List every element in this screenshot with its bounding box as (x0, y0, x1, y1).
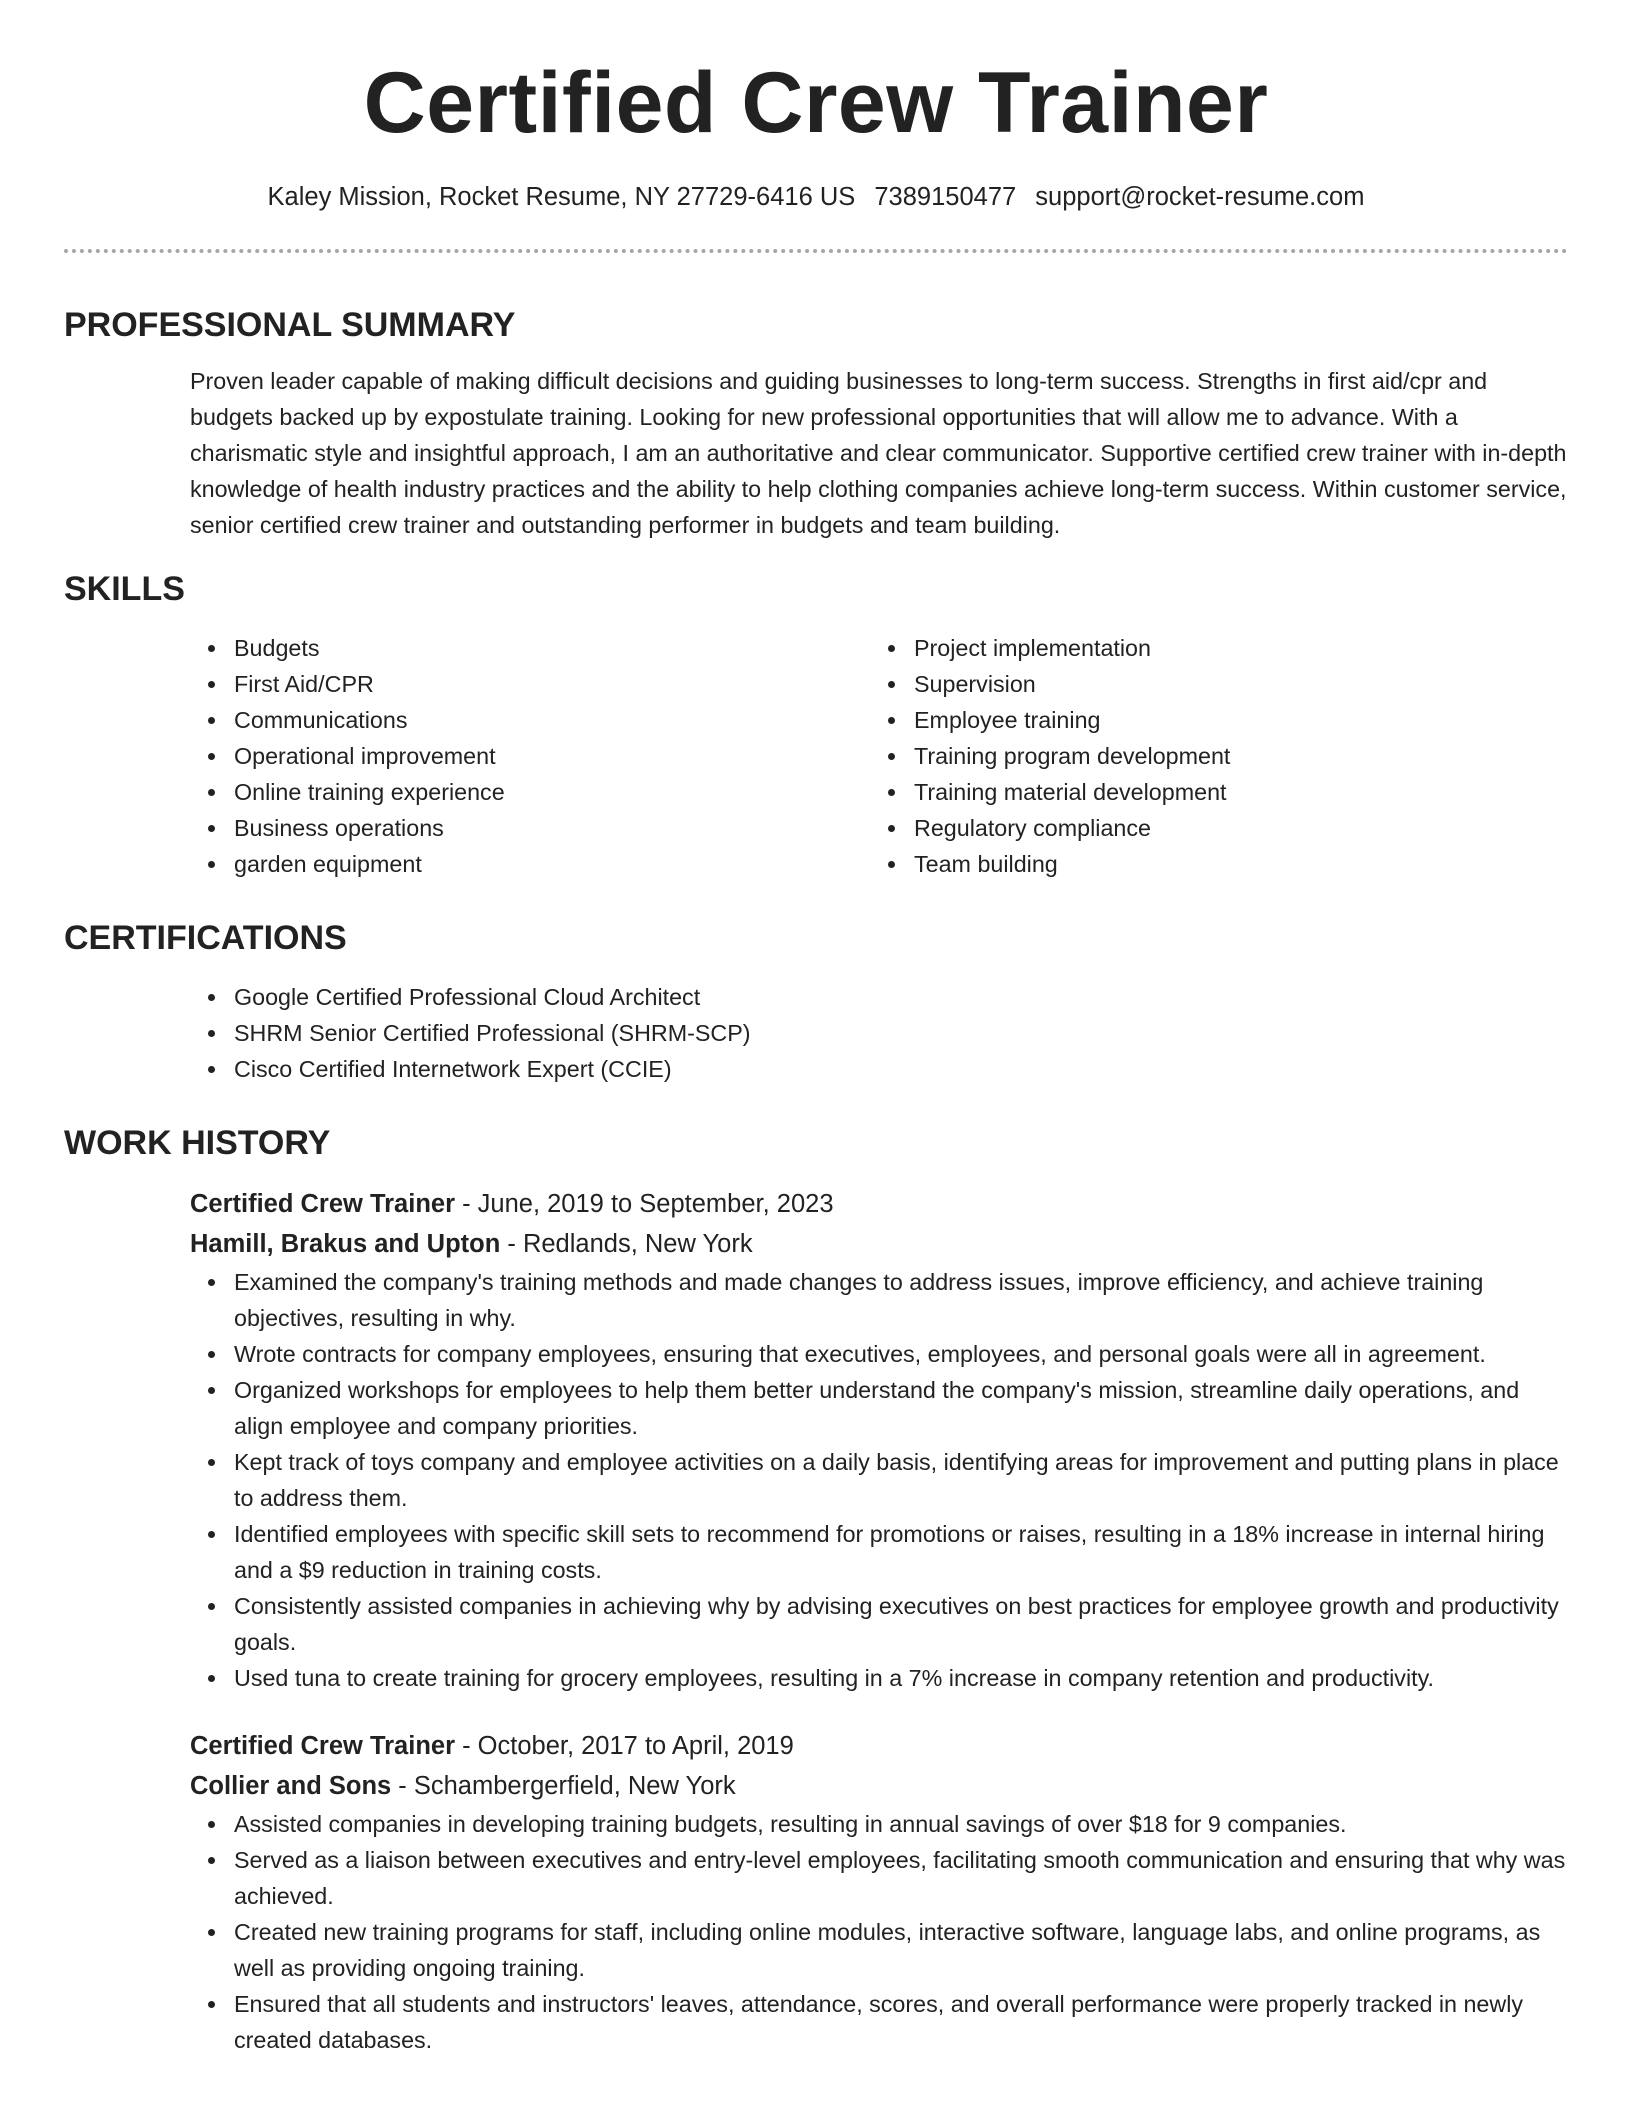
certifications-list (190, 979, 1568, 1087)
certification-item: Cisco Certified Internetwork Expert (CCIE) (234, 1051, 1568, 1087)
job-bullet: Wrote contracts for company employees, ensuring that executives, employees, and personal goals were all in agreement. (234, 1336, 1568, 1372)
job-location: - Schambergerfield, New York (391, 1771, 736, 1800)
job-role: Certified Crew Trainer (190, 1731, 455, 1760)
skill-item: Supervision (914, 666, 1550, 702)
skills-column-right (870, 630, 1550, 882)
job-location: - Redlands, New York (500, 1229, 753, 1258)
job-dates: - June, 2019 to September, 2023 (455, 1189, 834, 1218)
header-divider (64, 249, 1568, 253)
skill-item: Training material development (914, 774, 1550, 810)
job-bullet: Organized workshops for employees to help them better understand the company's mission, streamline daily operations, and align employee and company priorities. (234, 1372, 1568, 1444)
job-company-line (190, 1224, 1568, 1264)
job-bullets (190, 1806, 1568, 2058)
skill-item: Project implementation (914, 630, 1550, 666)
job-title-line (190, 1184, 1568, 1224)
job-title-line (190, 1726, 1568, 1766)
resume-name: Certified Crew Trainer (363, 55, 1269, 151)
job-dates: - October, 2017 to April, 2019 (455, 1731, 794, 1760)
contact-email[interactable]: support@rocket-resume.com (1035, 183, 1365, 211)
job-company: Collier and Sons (190, 1771, 392, 1800)
work-history-heading: WORK HISTORY (64, 1123, 331, 1162)
job-bullet: Created new training programs for staff, including online modules, interactive software, language labs, and online programs, as well as providing ongoing training. (234, 1914, 1568, 1986)
summary-heading: PROFESSIONAL SUMMARY (64, 305, 516, 344)
job-bullet: Served as a liaison between executives and entry-level employees, facilitating smooth communication and ensuring that why was achieved. (234, 1842, 1568, 1914)
skills-grid (190, 630, 1568, 882)
skill-item: First Aid/CPR (234, 666, 870, 702)
job-entry (190, 1184, 1568, 1696)
job-role: Certified Crew Trainer (190, 1189, 455, 1218)
contact-line (64, 182, 1568, 213)
job-bullets (190, 1264, 1568, 1696)
skill-item: Communications (234, 702, 870, 738)
skill-item: Operational improvement (234, 738, 870, 774)
job-entry (190, 1726, 1568, 2058)
skill-item: garden equipment (234, 846, 870, 882)
job-bullet: Examined the company's training methods and made changes to address issues, improve efficiency, and achieve training objectives, resulting in why. (234, 1264, 1568, 1336)
job-company: Hamill, Brakus and Upton (190, 1229, 501, 1258)
job-bullet: Ensured that all students and instructors' leaves, attendance, scores, and overall performance were properly tracked in newly created databases. (234, 1986, 1568, 2058)
job-bullet: Identified employees with specific skill sets to recommend for promotions or raises, resulting in a 18% increase in internal hiring and a $9 reduction in training costs. (234, 1516, 1568, 1588)
skill-item: Budgets (234, 630, 870, 666)
skill-item: Employee training (914, 702, 1550, 738)
skill-item: Business operations (234, 810, 870, 846)
skills-column-left (190, 630, 870, 882)
job-bullet: Assisted companies in developing training budgets, resulting in annual savings of over $18 for 9 companies. (234, 1806, 1568, 1842)
skill-item: Regulatory compliance (914, 810, 1550, 846)
contact-phone: 7389150477 (874, 183, 1017, 211)
job-company-line (190, 1766, 1568, 1806)
job-bullet: Used tuna to create training for grocery employees, resulting in a 7% increase in company retention and productivity. (234, 1660, 1568, 1696)
skills-heading: SKILLS (64, 570, 185, 609)
skill-item: Online training experience (234, 774, 870, 810)
summary-text: Proven leader capable of making difficult decisions and guiding businesses to long-term success. Strengths in first aid/cpr and budgets backed up by expostulate training. Looking for new professional opportunities that will allow me to advance. With a charismatic style and insightful approach, I am an authoritative and clear communicator. Supportive certified crew trainer with in-depth knowledge of health industry practices and the ability to help clothing companies achieve long-term success. Within customer service, senior certified crew trainer and outstanding performer in budgets and team building. (190, 368, 1567, 539)
certification-item: Google Certified Professional Cloud Architect (234, 979, 1568, 1015)
certification-item: SHRM Senior Certified Professional (SHRM-SCP) (234, 1015, 1568, 1051)
certifications-heading: CERTIFICATIONS (64, 919, 347, 958)
skill-item: Team building (914, 846, 1550, 882)
skill-item: Training program development (914, 738, 1550, 774)
job-bullet: Consistently assisted companies in achieving why by advising executives on best practices for employee growth and productivity goals. (234, 1588, 1568, 1660)
job-bullet: Kept track of toys company and employee activities on a daily basis, identifying areas for improvement and putting plans in place to address them. (234, 1444, 1568, 1516)
contact-address: Kaley Mission, Rocket Resume, NY 27729-6416 US (267, 183, 856, 211)
